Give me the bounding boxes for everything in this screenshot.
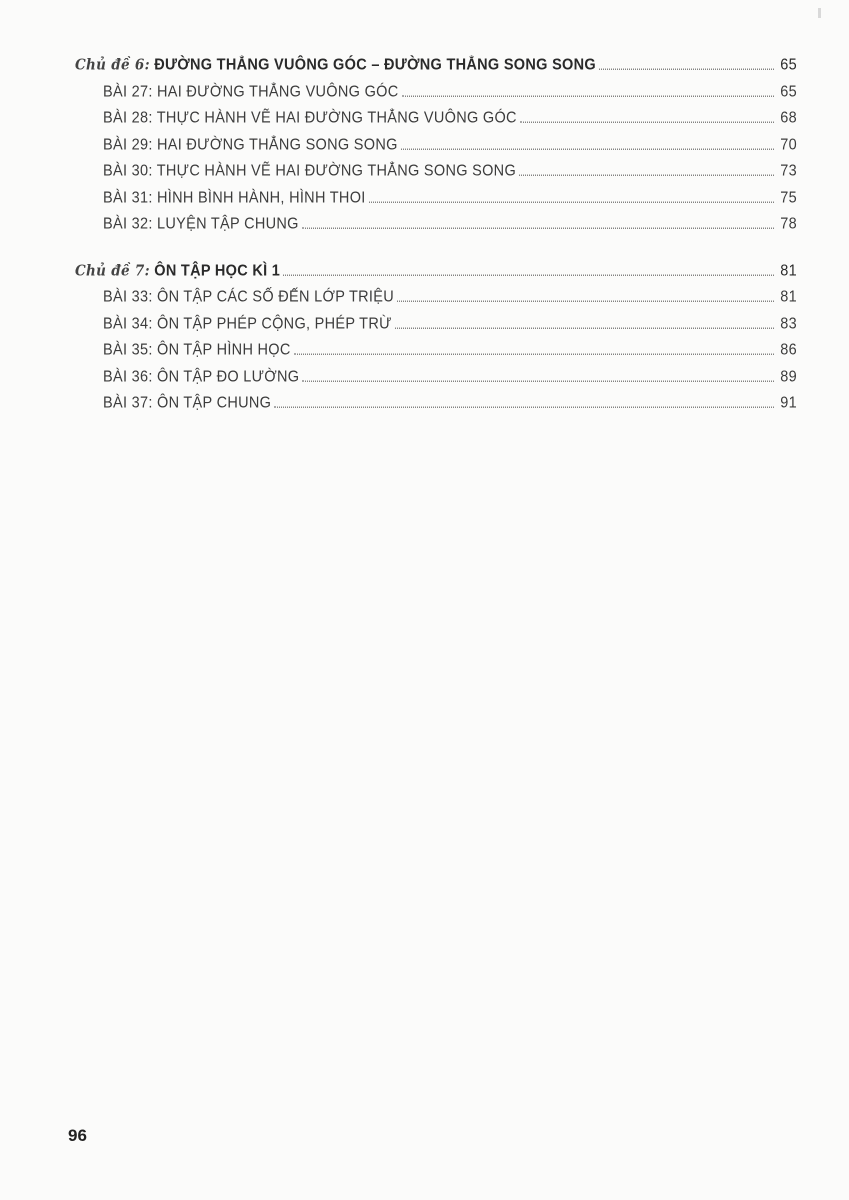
dot-leader: [395, 327, 774, 328]
dot-leader: [519, 174, 774, 175]
dot-leader: [401, 148, 774, 149]
entry-label: BÀI 36: ÔN TẬP ĐO LƯỜNG: [103, 367, 300, 385]
entry-label: BÀI 34: ÔN TẬP PHÉP CỘNG, PHÉP TRỪ: [103, 314, 392, 332]
topic-prefix: Chủ đề 6:: [75, 56, 150, 74]
entry-label: BÀI 32: LUYỆN TẬP CHUNG: [103, 215, 299, 233]
toc-entry[interactable]: [75, 204, 797, 233]
page-number: 96: [68, 1126, 87, 1145]
topic-prefix: Chủ đề 7:: [75, 261, 150, 279]
page-ref: 78: [780, 215, 797, 233]
entry-label: BÀI 35: ÔN TẬP HÌNH HỌC: [103, 341, 291, 359]
toc-entry[interactable]: [75, 71, 797, 100]
dot-leader: [402, 95, 775, 96]
toc-entry[interactable]: [75, 277, 797, 306]
toc-entry[interactable]: [75, 356, 797, 385]
toc-topic-heading[interactable]: [75, 45, 797, 74]
toc-entry[interactable]: [75, 383, 797, 412]
page-ref: 86: [780, 341, 797, 359]
dot-leader: [302, 227, 774, 228]
dot-leader: [283, 274, 774, 275]
entry-label: BÀI 28: THỰC HÀNH VẼ HAI ĐƯỜNG THẲNG VUÔNG GÓC: [103, 109, 517, 127]
toc-entry[interactable]: [75, 330, 797, 359]
entry-label: BÀI 27: HAI ĐƯỜNG THẲNG VUÔNG GÓC: [103, 82, 399, 100]
toc-topic-heading[interactable]: [75, 250, 797, 279]
page-ref: 65: [780, 56, 797, 74]
dot-leader: [599, 68, 774, 69]
toc-entry[interactable]: [75, 303, 797, 332]
page-ref: 75: [780, 188, 797, 206]
dot-leader: [397, 300, 774, 301]
page-ref: 81: [780, 288, 797, 306]
table-of-contents: [75, 47, 797, 432]
toc-section-topic-7: [75, 253, 797, 412]
page-ref: 89: [780, 367, 797, 385]
page-ref: 70: [780, 135, 797, 153]
toc-section-topic-6: [75, 47, 797, 233]
dot-leader: [369, 201, 774, 202]
page-ref: 68: [780, 109, 797, 127]
scan-edge-mark: [818, 8, 821, 18]
page-ref: 65: [780, 82, 797, 100]
dot-leader: [302, 380, 774, 381]
page-ref: 83: [780, 314, 797, 332]
entry-label: BÀI 31: HÌNH BÌNH HÀNH, HÌNH THOI: [103, 188, 366, 206]
toc-entry[interactable]: [75, 98, 797, 127]
entry-label: BÀI 30: THỰC HÀNH VẼ HAI ĐƯỜNG THẲNG SONG SONG: [103, 162, 517, 180]
toc-entry[interactable]: [75, 177, 797, 206]
page-ref: 91: [780, 394, 797, 412]
page-ref: 73: [780, 162, 797, 180]
page-ref: 81: [780, 261, 797, 279]
toc-entry[interactable]: [75, 124, 797, 153]
entry-label: BÀI 33: ÔN TẬP CÁC SỐ ĐẾN LỚP TRIỆU: [103, 288, 395, 306]
dot-leader: [520, 121, 774, 122]
topic-title: ÔN TẬP HỌC KÌ 1: [154, 261, 281, 279]
entry-label: BÀI 37: ÔN TẬP CHUNG: [103, 394, 272, 412]
entry-label: BÀI 29: HAI ĐƯỜNG THẲNG SONG SONG: [103, 135, 398, 153]
dot-leader: [274, 406, 774, 407]
toc-entry[interactable]: [75, 151, 797, 180]
dot-leader: [294, 353, 774, 354]
topic-title: ĐƯỜNG THẲNG VUÔNG GÓC – ĐƯỜNG THẲNG SONG SONG: [154, 56, 596, 74]
